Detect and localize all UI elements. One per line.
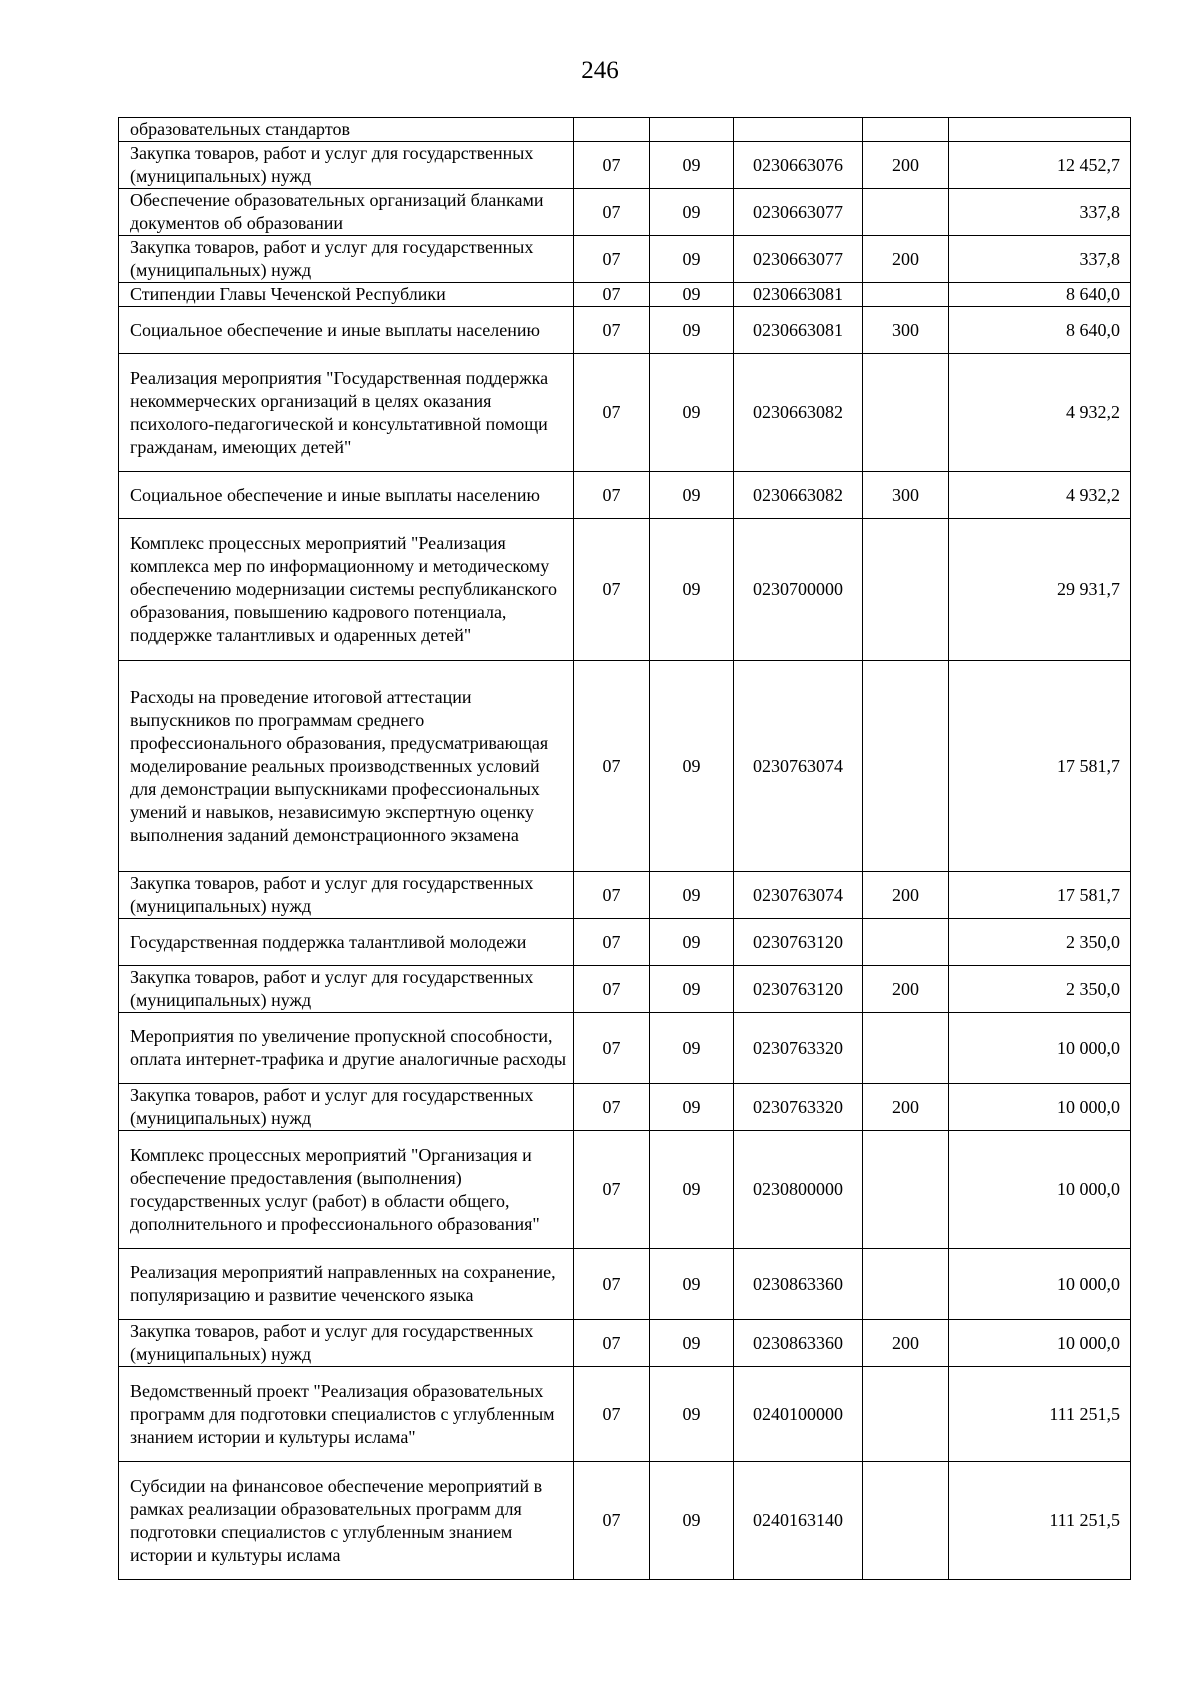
row-pr: 09 bbox=[650, 1084, 734, 1131]
row-csr: 0230663077 bbox=[734, 189, 863, 236]
row-vr bbox=[863, 283, 949, 307]
row-rz: 07 bbox=[574, 1320, 650, 1367]
row-amount: 10 000,0 bbox=[949, 1084, 1131, 1131]
row-vr bbox=[863, 519, 949, 661]
row-csr: 0230763074 bbox=[734, 872, 863, 919]
row-name: Закупка товаров, работ и услуг для государственных (муниципальных) нужд bbox=[119, 236, 574, 283]
row-csr: 0230863360 bbox=[734, 1320, 863, 1367]
row-name: Комплекс процессных мероприятий "Организация и обеспечение предоставления (выполнения) государственных услуг (работ) в области общего, дополнительного и профессионального образования" bbox=[119, 1131, 574, 1249]
row-pr bbox=[650, 118, 734, 142]
table-row bbox=[119, 1013, 1131, 1084]
row-amount: 10 000,0 bbox=[949, 1131, 1131, 1249]
row-name: Государственная поддержка талантливой молодежи bbox=[119, 919, 574, 966]
row-rz: 07 bbox=[574, 872, 650, 919]
row-amount: 2 350,0 bbox=[949, 919, 1131, 966]
row-name: Реализация мероприятия "Государственная поддержка некоммерческих организаций в целях оказания психолого-педагогической и консультативной помощи гражданам, имеющих детей" bbox=[119, 354, 574, 472]
row-amount: 8 640,0 bbox=[949, 283, 1131, 307]
row-name: Ведомственный проект "Реализация образовательных программ для подготовки специалистов с углубленным знанием истории и культуры ислама" bbox=[119, 1367, 574, 1462]
table-row bbox=[119, 519, 1131, 661]
row-pr: 09 bbox=[650, 1249, 734, 1320]
row-csr: 0230663077 bbox=[734, 236, 863, 283]
row-pr: 09 bbox=[650, 472, 734, 519]
row-rz: 07 bbox=[574, 919, 650, 966]
row-pr: 09 bbox=[650, 872, 734, 919]
table-row bbox=[119, 1131, 1131, 1249]
row-csr: 0240163140 bbox=[734, 1462, 863, 1580]
table-row bbox=[119, 1462, 1131, 1580]
budget-table bbox=[118, 117, 1131, 1580]
row-rz: 07 bbox=[574, 1249, 650, 1320]
table-row bbox=[119, 283, 1131, 307]
row-amount: 2 350,0 bbox=[949, 966, 1131, 1013]
row-name: Стипендии Главы Чеченской Республики bbox=[119, 283, 574, 307]
row-pr: 09 bbox=[650, 661, 734, 872]
table-row bbox=[119, 1367, 1131, 1462]
row-csr: 0230663082 bbox=[734, 472, 863, 519]
row-amount: 8 640,0 bbox=[949, 307, 1131, 354]
row-rz: 07 bbox=[574, 1131, 650, 1249]
row-rz: 07 bbox=[574, 142, 650, 189]
row-csr: 0230800000 bbox=[734, 1131, 863, 1249]
row-rz: 07 bbox=[574, 519, 650, 661]
row-name: Социальное обеспечение и иные выплаты населению bbox=[119, 472, 574, 519]
row-pr: 09 bbox=[650, 236, 734, 283]
row-rz: 07 bbox=[574, 472, 650, 519]
table-row bbox=[119, 661, 1131, 872]
row-amount: 4 932,2 bbox=[949, 354, 1131, 472]
row-csr: 0230663082 bbox=[734, 354, 863, 472]
row-name: Обеспечение образовательных организаций бланками документов об образовании bbox=[119, 189, 574, 236]
row-rz: 07 bbox=[574, 661, 650, 872]
row-pr: 09 bbox=[650, 519, 734, 661]
row-rz: 07 bbox=[574, 189, 650, 236]
row-pr: 09 bbox=[650, 919, 734, 966]
table-row bbox=[119, 472, 1131, 519]
row-amount: 337,8 bbox=[949, 189, 1131, 236]
row-vr: 300 bbox=[863, 472, 949, 519]
row-vr: 200 bbox=[863, 236, 949, 283]
row-rz: 07 bbox=[574, 1013, 650, 1084]
row-csr: 0240100000 bbox=[734, 1367, 863, 1462]
row-csr: 0230763074 bbox=[734, 661, 863, 872]
table-row bbox=[119, 118, 1131, 142]
row-amount: 10 000,0 bbox=[949, 1249, 1131, 1320]
row-pr: 09 bbox=[650, 142, 734, 189]
row-pr: 09 bbox=[650, 1131, 734, 1249]
row-rz: 07 bbox=[574, 1084, 650, 1131]
table-row bbox=[119, 307, 1131, 354]
row-pr: 09 bbox=[650, 189, 734, 236]
table-row bbox=[119, 1084, 1131, 1131]
row-name: Закупка товаров, работ и услуг для государственных (муниципальных) нужд bbox=[119, 1320, 574, 1367]
table-row bbox=[119, 142, 1131, 189]
row-amount: 29 931,7 bbox=[949, 519, 1131, 661]
row-rz: 07 bbox=[574, 307, 650, 354]
row-csr: 0230763320 bbox=[734, 1084, 863, 1131]
table-row bbox=[119, 1320, 1131, 1367]
row-name: Реализация мероприятий направленных на сохранение, популяризацию и развитие чеченского языка bbox=[119, 1249, 574, 1320]
row-pr: 09 bbox=[650, 966, 734, 1013]
row-csr: 0230863360 bbox=[734, 1249, 863, 1320]
row-rz: 07 bbox=[574, 236, 650, 283]
row-vr bbox=[863, 1131, 949, 1249]
row-vr bbox=[863, 1367, 949, 1462]
row-vr bbox=[863, 661, 949, 872]
row-pr: 09 bbox=[650, 283, 734, 307]
row-vr bbox=[863, 354, 949, 472]
table-row bbox=[119, 1249, 1131, 1320]
row-amount bbox=[949, 118, 1131, 142]
row-amount: 12 452,7 bbox=[949, 142, 1131, 189]
row-rz: 07 bbox=[574, 1367, 650, 1462]
row-rz: 07 bbox=[574, 966, 650, 1013]
row-csr: 0230763120 bbox=[734, 919, 863, 966]
row-name: Закупка товаров, работ и услуг для государственных (муниципальных) нужд bbox=[119, 1084, 574, 1131]
row-amount: 4 932,2 bbox=[949, 472, 1131, 519]
row-csr bbox=[734, 118, 863, 142]
row-vr bbox=[863, 1249, 949, 1320]
row-name: Закупка товаров, работ и услуг для государственных (муниципальных) нужд bbox=[119, 872, 574, 919]
row-name: Мероприятия по увеличение пропускной способности, оплата интернет-трафика и другие аналогичные расходы bbox=[119, 1013, 574, 1084]
row-name: Комплекс процессных мероприятий "Реализация комплекса мер по информационному и методическому обеспечению модернизации системы республиканского образования, повышению кадрового потенциала, поддержке талантливых и одаренных детей" bbox=[119, 519, 574, 661]
row-amount: 111 251,5 bbox=[949, 1462, 1131, 1580]
row-vr bbox=[863, 118, 949, 142]
row-rz bbox=[574, 118, 650, 142]
row-vr bbox=[863, 1462, 949, 1580]
row-name: Закупка товаров, работ и услуг для государственных (муниципальных) нужд bbox=[119, 142, 574, 189]
table-row bbox=[119, 919, 1131, 966]
row-amount: 10 000,0 bbox=[949, 1013, 1131, 1084]
row-pr: 09 bbox=[650, 1367, 734, 1462]
row-vr: 200 bbox=[863, 142, 949, 189]
row-pr: 09 bbox=[650, 1013, 734, 1084]
table-row bbox=[119, 189, 1131, 236]
row-name: Социальное обеспечение и иные выплаты населению bbox=[119, 307, 574, 354]
row-vr bbox=[863, 919, 949, 966]
row-vr: 200 bbox=[863, 1320, 949, 1367]
row-pr: 09 bbox=[650, 354, 734, 472]
row-amount: 10 000,0 bbox=[949, 1320, 1131, 1367]
row-name: образовательных стандартов bbox=[119, 118, 574, 142]
row-amount: 337,8 bbox=[949, 236, 1131, 283]
row-csr: 0230763120 bbox=[734, 966, 863, 1013]
row-vr: 200 bbox=[863, 872, 949, 919]
row-rz: 07 bbox=[574, 283, 650, 307]
budget-table-body bbox=[119, 118, 1131, 1580]
row-name: Расходы на проведение итоговой аттестации выпускников по программам среднего профессионального образования, предусматривающая моделирование реальных производственных условий для демонстрации выпускниками профессиональных умений и навыков, независимую экспертную оценку выполнения заданий демонстрационного экзамена bbox=[119, 661, 574, 872]
table-row bbox=[119, 354, 1131, 472]
row-amount: 17 581,7 bbox=[949, 872, 1131, 919]
row-csr: 0230663081 bbox=[734, 307, 863, 354]
row-vr bbox=[863, 189, 949, 236]
row-csr: 0230700000 bbox=[734, 519, 863, 661]
row-pr: 09 bbox=[650, 1462, 734, 1580]
row-rz: 07 bbox=[574, 354, 650, 472]
row-vr: 300 bbox=[863, 307, 949, 354]
row-vr bbox=[863, 1013, 949, 1084]
table-row bbox=[119, 872, 1131, 919]
row-csr: 0230763320 bbox=[734, 1013, 863, 1084]
row-amount: 17 581,7 bbox=[949, 661, 1131, 872]
row-name: Закупка товаров, работ и услуг для государственных (муниципальных) нужд bbox=[119, 966, 574, 1013]
row-amount: 111 251,5 bbox=[949, 1367, 1131, 1462]
row-pr: 09 bbox=[650, 1320, 734, 1367]
row-csr: 0230663076 bbox=[734, 142, 863, 189]
row-name: Субсидии на финансовое обеспечение мероприятий в рамках реализации образовательных программ для подготовки специалистов с углубленным знанием истории и культуры ислама bbox=[119, 1462, 574, 1580]
row-vr: 200 bbox=[863, 966, 949, 1013]
row-pr: 09 bbox=[650, 307, 734, 354]
row-rz: 07 bbox=[574, 1462, 650, 1580]
row-vr: 200 bbox=[863, 1084, 949, 1131]
table-row bbox=[119, 966, 1131, 1013]
page-number: 246 bbox=[581, 57, 619, 84]
table-row bbox=[119, 236, 1131, 283]
row-csr: 0230663081 bbox=[734, 283, 863, 307]
